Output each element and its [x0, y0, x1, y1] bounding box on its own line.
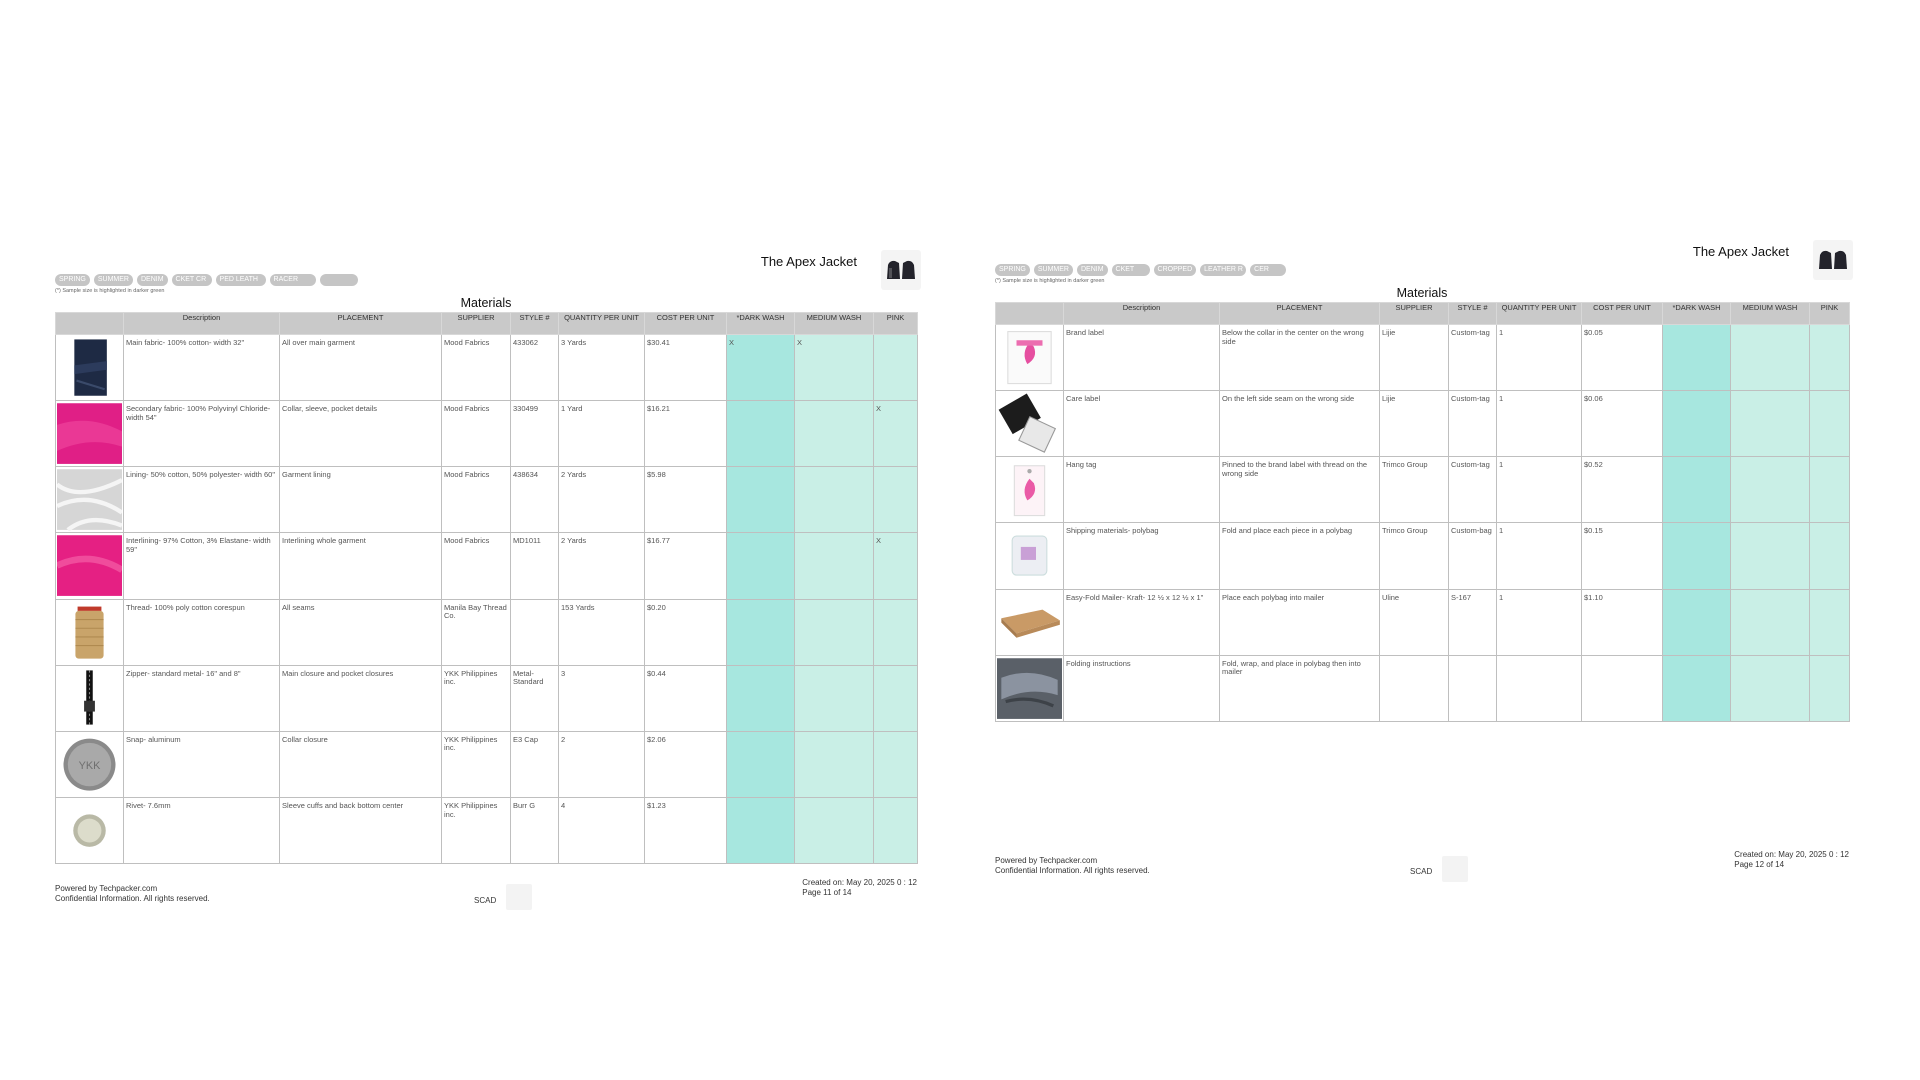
description-cell: Folding instructions — [1064, 655, 1220, 721]
page-footer — [55, 878, 917, 914]
col-header-style[interactable]: STYLE # — [1449, 303, 1497, 325]
cost-cell — [1582, 655, 1663, 721]
polybag-image — [997, 524, 1062, 587]
dark-wash-cell[interactable] — [1663, 391, 1731, 457]
material-image-cell — [56, 798, 124, 864]
dark-wash-cell[interactable] — [727, 665, 795, 731]
material-image-cell — [56, 335, 124, 401]
quantity-cell: 1 — [1497, 589, 1582, 655]
style-cell: 433062 — [511, 335, 559, 401]
col-header-pink[interactable]: PINK — [874, 313, 918, 335]
pink-cell[interactable] — [1810, 655, 1850, 721]
medium-wash-cell[interactable] — [795, 467, 874, 533]
created-date: Created on: May 20, 2025 0 : 12 — [802, 878, 917, 888]
col-header-placement[interactable]: PLACEMENT — [1220, 303, 1380, 325]
style-cell: 438634 — [511, 467, 559, 533]
col-header-dark-wash[interactable]: *DARK WASH — [1663, 303, 1731, 325]
col-header-medium-wash[interactable]: MEDIUM WASH — [1731, 303, 1810, 325]
table-row[interactable] — [996, 391, 1850, 457]
pink-cell[interactable] — [874, 467, 918, 533]
placement-cell: Interlining whole garment — [280, 533, 442, 599]
quantity-cell: 4 — [559, 798, 645, 864]
section-title: Materials — [1396, 286, 1448, 300]
col-header-supplier[interactable]: SUPPLIER — [1380, 303, 1449, 325]
confidential-note: Confidential Information. All rights reserved. — [55, 894, 210, 904]
table-row[interactable] — [996, 325, 1850, 391]
cost-cell: $0.20 — [645, 599, 727, 665]
pink-cell[interactable] — [874, 599, 918, 665]
tag[interactable]: SPRING — [995, 264, 1030, 276]
material-image-cell — [996, 391, 1064, 457]
quantity-cell: 1 — [1497, 457, 1582, 523]
tag-list — [55, 274, 358, 286]
col-header-image — [56, 313, 124, 335]
quantity-cell: 2 Yards — [559, 533, 645, 599]
thread-spool-image — [57, 601, 122, 664]
supplier-cell: Trimco Group — [1380, 457, 1449, 523]
jacket-thumbnail — [881, 250, 921, 290]
tag[interactable] — [320, 274, 358, 286]
page-number: Page 11 of 14 — [802, 888, 852, 898]
medium-wash-cell[interactable] — [1731, 457, 1810, 523]
supplier-cell: Trimco Group — [1380, 523, 1449, 589]
material-image-cell — [996, 325, 1064, 391]
medium-wash-cell[interactable] — [1731, 589, 1810, 655]
style-cell: Metal-Standard — [511, 665, 559, 731]
page-footer — [995, 849, 1849, 886]
cost-cell: $1.23 — [645, 798, 727, 864]
medium-wash-cell[interactable] — [795, 599, 874, 665]
school-logo — [506, 884, 532, 910]
supplier-cell: Uline — [1380, 589, 1449, 655]
cost-cell: $0.44 — [645, 665, 727, 731]
pink-cell[interactable] — [1810, 589, 1850, 655]
style-cell: E3 Cap — [511, 731, 559, 797]
description-cell: Snap- aluminum — [124, 731, 280, 797]
hang-tag-image — [997, 458, 1062, 521]
tag[interactable]: DENIM — [1077, 264, 1108, 276]
dark-wash-cell[interactable] — [727, 533, 795, 599]
doc-title: The Apex Jacket — [1692, 244, 1789, 259]
kraft-mailer-image — [997, 591, 1062, 654]
dark-wash-cell[interactable] — [727, 731, 795, 797]
col-header-supplier[interactable]: SUPPLIER — [442, 313, 511, 335]
style-cell: Custom-tag — [1449, 391, 1497, 457]
medium-wash-cell[interactable] — [1731, 655, 1810, 721]
table-row[interactable] — [56, 335, 918, 401]
zipper-image — [57, 667, 122, 730]
materials-table — [995, 302, 1850, 722]
dark-wash-cell[interactable] — [727, 401, 795, 467]
footer-left — [55, 884, 210, 904]
material-image-cell — [56, 665, 124, 731]
pink-interlining-swatch-image — [57, 534, 122, 597]
description-cell: Hang tag — [1064, 457, 1220, 523]
placement-cell: Fold, wrap, and place in polybag then into mailer — [1220, 655, 1380, 721]
tech-pack-page — [995, 240, 1849, 886]
medium-wash-cell[interactable] — [1731, 523, 1810, 589]
supplier-cell: YKK Philippines inc. — [442, 731, 511, 797]
pink-cell[interactable] — [1810, 523, 1850, 589]
school-logo — [1442, 856, 1468, 882]
cost-cell: $5.98 — [645, 467, 727, 533]
section-title: Materials — [460, 296, 512, 310]
quantity-cell: 153 Yards — [559, 599, 645, 665]
material-image-cell — [996, 655, 1064, 721]
quantity-cell: 2 — [559, 731, 645, 797]
col-header-cost[interactable]: COST PER UNIT — [645, 313, 727, 335]
cost-cell: $0.06 — [1582, 391, 1663, 457]
powered-by[interactable]: Powered by Techpacker.com — [995, 855, 1098, 865]
supplier-cell: YKK Philippines inc. — [442, 798, 511, 864]
cost-cell: $1.10 — [1582, 589, 1663, 655]
folded-jacket-image — [997, 657, 1062, 720]
pink-cell[interactable] — [874, 335, 918, 401]
cost-cell: $16.77 — [645, 533, 727, 599]
snap-image — [57, 733, 122, 796]
footer-left — [995, 856, 1150, 876]
pink-cell[interactable] — [874, 731, 918, 797]
col-header-dark-wash[interactable]: *DARK WASH — [727, 313, 795, 335]
dark-wash-cell[interactable] — [1663, 457, 1731, 523]
col-header-cost[interactable]: COST PER UNIT — [1582, 303, 1663, 325]
pink-cell[interactable] — [1810, 391, 1850, 457]
tag[interactable]: CER — [1250, 264, 1286, 276]
lining-swatch-image — [57, 468, 122, 531]
table-header — [996, 303, 1850, 325]
quantity-cell: 1 — [1497, 523, 1582, 589]
dark-wash-cell[interactable] — [1663, 655, 1731, 721]
table-row[interactable] — [996, 523, 1850, 589]
tag[interactable]: DENIM — [137, 274, 168, 286]
tag[interactable]: CROPPED — [1154, 264, 1197, 276]
description-cell: Main fabric- 100% cotton- width 32" — [124, 335, 280, 401]
table-row[interactable] — [996, 589, 1850, 655]
description-cell: Shipping materials- polybag — [1064, 523, 1220, 589]
quantity-cell: 3 — [559, 665, 645, 731]
style-cell: Custom-tag — [1449, 457, 1497, 523]
supplier-cell: Mood Fabrics — [442, 335, 511, 401]
footer-right — [802, 878, 917, 898]
col-header-description[interactable]: Description — [1064, 303, 1220, 325]
table-row[interactable] — [996, 457, 1850, 523]
quantity-cell: 1 — [1497, 325, 1582, 391]
tech-pack-page — [55, 250, 917, 914]
footer-right — [1734, 850, 1849, 870]
style-cell: Custom-tag — [1449, 325, 1497, 391]
supplier-cell: Mood Fabrics — [442, 467, 511, 533]
sample-note: (*) Sample size is highlighted in darker green — [995, 278, 1105, 284]
pink-cell[interactable] — [874, 798, 918, 864]
table-row[interactable] — [996, 655, 1850, 721]
medium-wash-cell[interactable] — [795, 798, 874, 864]
material-image-cell — [56, 467, 124, 533]
supplier-cell: YKK Philippines inc. — [442, 665, 511, 731]
denim-swatch-image — [57, 336, 122, 399]
tag[interactable]: CKET — [1112, 264, 1150, 276]
dark-wash-cell[interactable] — [727, 467, 795, 533]
pink-cell[interactable] — [1810, 325, 1850, 391]
table-row[interactable] — [56, 731, 918, 797]
svg-text:YKK: YKK — [78, 759, 101, 772]
col-header-quantity[interactable]: QUANTITY PER UNIT — [1497, 303, 1582, 325]
material-image-cell — [996, 457, 1064, 523]
footer-mid — [1410, 862, 1468, 882]
materials-table — [55, 312, 918, 864]
created-date: Created on: May 20, 2025 0 : 12 — [1734, 849, 1849, 859]
material-image-cell — [56, 401, 124, 467]
supplier-cell: Lijie — [1380, 325, 1449, 391]
footer-mid — [474, 890, 532, 910]
confidential-note: Confidential Information. All rights reserved. — [995, 865, 1150, 875]
brand-label-image — [997, 326, 1062, 389]
pink-vinyl-swatch-image — [57, 402, 122, 465]
placement-cell: All seams — [280, 599, 442, 665]
description-cell: Care label — [1064, 391, 1220, 457]
table-row[interactable] — [56, 401, 918, 467]
dark-wash-cell[interactable] — [1663, 325, 1731, 391]
col-header-quantity[interactable]: QUANTITY PER UNIT — [559, 313, 645, 335]
supplier-cell: Mood Fabrics — [442, 533, 511, 599]
placement-cell: Place each polybag into mailer — [1220, 589, 1380, 655]
dark-wash-cell[interactable] — [1663, 523, 1731, 589]
placement-cell: Main closure and pocket closures — [280, 665, 442, 731]
supplier-cell — [1380, 655, 1449, 721]
tag[interactable]: SPRING — [55, 274, 90, 286]
description-cell: Brand label — [1064, 325, 1220, 391]
style-cell: S-167 — [1449, 589, 1497, 655]
style-cell: MD1011 — [511, 533, 559, 599]
pink-cell[interactable] — [874, 665, 918, 731]
school-name: SCAD — [474, 895, 497, 905]
col-header-pink[interactable]: PINK — [1810, 303, 1850, 325]
style-cell: Burr G — [511, 798, 559, 864]
material-image-cell — [56, 599, 124, 665]
powered-by[interactable]: Powered by Techpacker.com — [55, 884, 158, 894]
placement-cell: Collar closure — [280, 731, 442, 797]
medium-wash-cell[interactable] — [795, 665, 874, 731]
table-row[interactable] — [56, 599, 918, 665]
col-header-placement[interactable]: PLACEMENT — [280, 313, 442, 335]
col-header-description[interactable]: Description — [124, 313, 280, 335]
material-image-cell — [56, 731, 124, 797]
page-number: Page 12 of 14 — [1734, 859, 1785, 869]
description-cell: Zipper- standard metal- 16" and 8" — [124, 665, 280, 731]
placement-cell: Garment lining — [280, 467, 442, 533]
style-cell — [511, 599, 559, 665]
table-row[interactable] — [56, 798, 918, 864]
doc-title: The Apex Jacket — [760, 254, 857, 269]
medium-wash-cell[interactable] — [1731, 325, 1810, 391]
cost-cell: $2.06 — [645, 731, 727, 797]
dark-wash-cell[interactable] — [1663, 589, 1731, 655]
cost-cell: $16.21 — [645, 401, 727, 467]
style-cell: Custom-bag — [1449, 523, 1497, 589]
quantity-cell: 1 — [1497, 391, 1582, 457]
placement-cell: On the left side seam on the wrong side — [1220, 391, 1380, 457]
placement-cell: Pinned to the brand label with thread on the wrong side — [1220, 457, 1380, 523]
tag[interactable]: SUMMER — [1034, 264, 1073, 276]
description-cell: Secondary fabric- 100% Polyvinyl Chloride- width 54" — [124, 401, 280, 467]
medium-wash-cell[interactable] — [795, 533, 874, 599]
description-cell: Rivet- 7.6mm — [124, 798, 280, 864]
supplier-cell: Lijie — [1380, 391, 1449, 457]
dark-wash-cell[interactable] — [727, 798, 795, 864]
col-header-image — [996, 303, 1064, 325]
cost-cell: $0.52 — [1582, 457, 1663, 523]
col-header-style[interactable]: STYLE # — [511, 313, 559, 335]
tag-list — [995, 264, 1286, 276]
style-cell — [1449, 655, 1497, 721]
supplier-cell: Manila Bay Thread Co. — [442, 599, 511, 665]
medium-wash-cell[interactable] — [1731, 391, 1810, 457]
quantity-cell: 2 Yards — [559, 467, 645, 533]
medium-wash-cell[interactable] — [795, 731, 874, 797]
tag[interactable]: PED LEATH — [216, 274, 266, 286]
tag[interactable]: CKET CR — [172, 274, 212, 286]
description-cell: Thread- 100% poly cotton corespun — [124, 599, 280, 665]
table-row[interactable] — [56, 467, 918, 533]
school-name: SCAD — [1410, 867, 1433, 877]
tag[interactable]: SUMMER — [94, 274, 133, 286]
placement-cell: Fold and place each piece in a polybag — [1220, 523, 1380, 589]
placement-cell: Sleeve cuffs and back bottom center — [280, 798, 442, 864]
description-cell: Lining- 50% cotton, 50% polyester- width 60" — [124, 467, 280, 533]
pink-cell[interactable]: X — [874, 401, 918, 467]
care-label-image — [997, 392, 1062, 455]
style-cell: 330499 — [511, 401, 559, 467]
quantity-cell — [1497, 655, 1582, 721]
jacket-thumbnail — [1813, 240, 1853, 280]
medium-wash-cell[interactable]: X — [795, 335, 874, 401]
page-header — [995, 240, 1849, 284]
medium-wash-cell[interactable] — [795, 401, 874, 467]
col-header-medium-wash[interactable]: MEDIUM WASH — [795, 313, 874, 335]
dark-wash-cell[interactable]: X — [727, 335, 795, 401]
supplier-cell: Mood Fabrics — [442, 401, 511, 467]
cost-cell: $30.41 — [645, 335, 727, 401]
dark-wash-cell[interactable] — [727, 599, 795, 665]
material-image-cell — [996, 523, 1064, 589]
pink-cell[interactable]: X — [874, 533, 918, 599]
tag[interactable]: LEATHER R — [1200, 264, 1246, 276]
table-row[interactable] — [56, 533, 918, 599]
cost-cell: $0.05 — [1582, 325, 1663, 391]
quantity-cell: 3 Yards — [559, 335, 645, 401]
description-cell: Easy-Fold Mailer- Kraft- 12 ½ x 12 ½ x 1" — [1064, 589, 1220, 655]
quantity-cell: 1 Yard — [559, 401, 645, 467]
tag[interactable]: RACER — [270, 274, 316, 286]
table-header — [56, 313, 918, 335]
sample-note: (*) Sample size is highlighted in darker green — [55, 288, 165, 294]
placement-cell: All over main garment — [280, 335, 442, 401]
page-header — [55, 250, 917, 294]
placement-cell: Below the collar in the center on the wrong side — [1220, 325, 1380, 391]
placement-cell: Collar, sleeve, pocket details — [280, 401, 442, 467]
cost-cell: $0.15 — [1582, 523, 1663, 589]
pink-cell[interactable] — [1810, 457, 1850, 523]
material-image-cell — [56, 533, 124, 599]
table-row[interactable] — [56, 665, 918, 731]
description-cell: Interlining- 97% Cotton, 3% Elastane- width 59" — [124, 533, 280, 599]
rivet-image — [57, 799, 122, 862]
material-image-cell — [996, 589, 1064, 655]
